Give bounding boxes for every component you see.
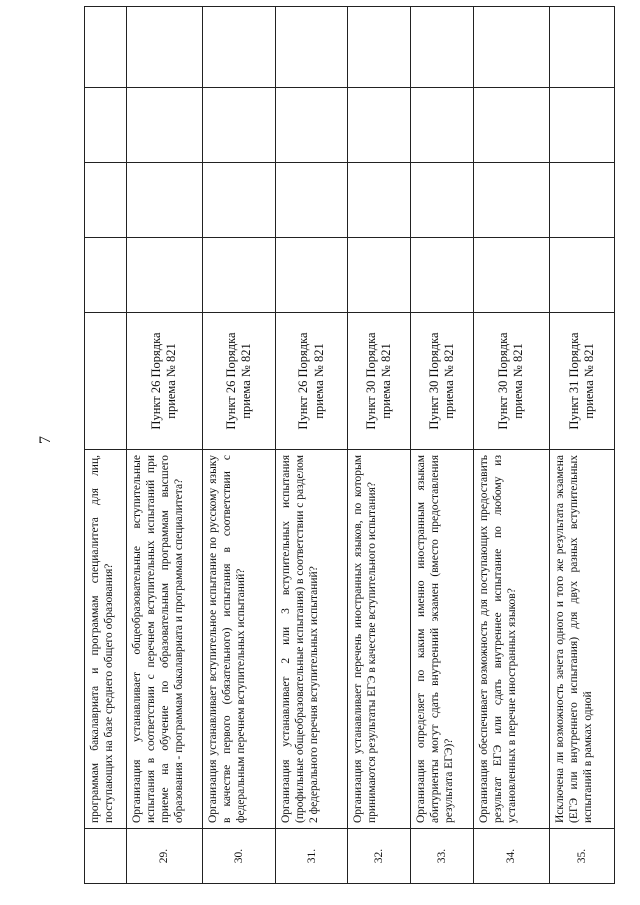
empty-cell (85, 238, 127, 313)
empty-cell (549, 238, 614, 313)
source-cell: Пункт 30 Порядка приема № 821 (474, 313, 550, 450)
question-cell: Организация устанавливает перечень иностранных языков, по которым принимаются результаты ЕГЭ в качестве вступительного испытания? (347, 450, 410, 829)
row-number-cell: 33. (410, 829, 473, 884)
checklist-table (84, 6, 615, 884)
empty-cell (202, 88, 276, 163)
empty-cell (202, 238, 276, 313)
empty-cell (410, 163, 473, 238)
empty-cell (85, 163, 127, 238)
empty-cell (549, 88, 614, 163)
source-cell: Пункт 26 Порядка приема № 821 (127, 313, 203, 450)
table-row (410, 7, 473, 884)
row-number-cell: 31. (276, 829, 348, 884)
question-cell: программам бакалавриата и программам специалитета для лиц, поступающих на базе среднего общего образования? (85, 450, 127, 829)
question-cell: Исключена ли возможность зачета одного и того же результата экзамена (ЕГЭ или внутреннего испытания) для двух разных вступительных испытаний в рамках одной (549, 450, 614, 829)
empty-cell (85, 7, 127, 88)
empty-cell (85, 88, 127, 163)
row-number-cell: 35. (549, 829, 614, 884)
empty-cell (202, 163, 276, 238)
empty-cell (347, 238, 410, 313)
row-number-cell: 32. (347, 829, 410, 884)
empty-cell (127, 7, 203, 88)
empty-cell (276, 163, 348, 238)
empty-cell (474, 88, 550, 163)
source-cell (85, 313, 127, 450)
table-row (276, 7, 348, 884)
empty-cell (549, 163, 614, 238)
empty-cell (474, 7, 550, 88)
table-row (202, 7, 276, 884)
row-number-cell (85, 829, 127, 884)
empty-cell (127, 88, 203, 163)
question-cell: Организация обеспечивает возможность для поступающих предоставить результат ЕГЭ или сдать внутреннее испытание по любому из установленных в перечне иностранных языков? (474, 450, 550, 829)
empty-cell (347, 7, 410, 88)
empty-cell (127, 238, 203, 313)
empty-cell (410, 7, 473, 88)
question-cell: Организация определяет по каким именно иностранным языкам абитуриенты могут сдать внутренний экзамен (вместо предоставления результата ЕГЭ)? (410, 450, 473, 829)
source-cell: Пункт 30 Порядка приема № 821 (410, 313, 473, 450)
empty-cell (202, 7, 276, 88)
table-row (85, 7, 127, 884)
empty-cell (276, 88, 348, 163)
source-cell: Пункт 31 Порядка приема № 821 (549, 313, 614, 450)
question-cell: Организация устанавливает 2 или 3 вступительных испытания (профильные общеобразовательные испытания) в соответствии с разделом 2 федерального перечня вступительных испытаний? (276, 450, 348, 829)
table-row (347, 7, 410, 884)
row-number-cell: 34. (474, 829, 550, 884)
source-cell: Пункт 30 Порядка приема № 821 (347, 313, 410, 450)
question-cell: Организация устанавливает вступительное испытание по русскому языку в качестве первого (обязательного) испытания в соответствии с федеральным перечнем вступительных испытаний? (202, 450, 276, 829)
question-cell: Организация устанавливает общеобразовательные вступительные испытания в соответствии с перечнем вступительных испытаний при приеме на обучение по образовательным программам высшего образования - программам бакалавриата и программам специалитета? (127, 450, 203, 829)
empty-cell (474, 163, 550, 238)
empty-cell (410, 238, 473, 313)
empty-cell (276, 238, 348, 313)
row-number-cell: 30. (202, 829, 276, 884)
table-row (127, 7, 203, 884)
source-cell: Пункт 26 Порядка приема № 821 (276, 313, 348, 450)
empty-cell (347, 88, 410, 163)
rotated-table-container (84, 84, 615, 884)
empty-cell (410, 88, 473, 163)
table-row (549, 7, 614, 884)
row-number-cell: 29. (127, 829, 203, 884)
table-row (474, 7, 550, 884)
page-number: 7 (37, 436, 54, 444)
empty-cell (127, 163, 203, 238)
empty-cell (347, 163, 410, 238)
empty-cell (474, 238, 550, 313)
empty-cell (549, 7, 614, 88)
source-cell: Пункт 26 Порядка приема № 821 (202, 313, 276, 450)
checklist-table-wrapper (84, 84, 615, 884)
empty-cell (276, 7, 348, 88)
